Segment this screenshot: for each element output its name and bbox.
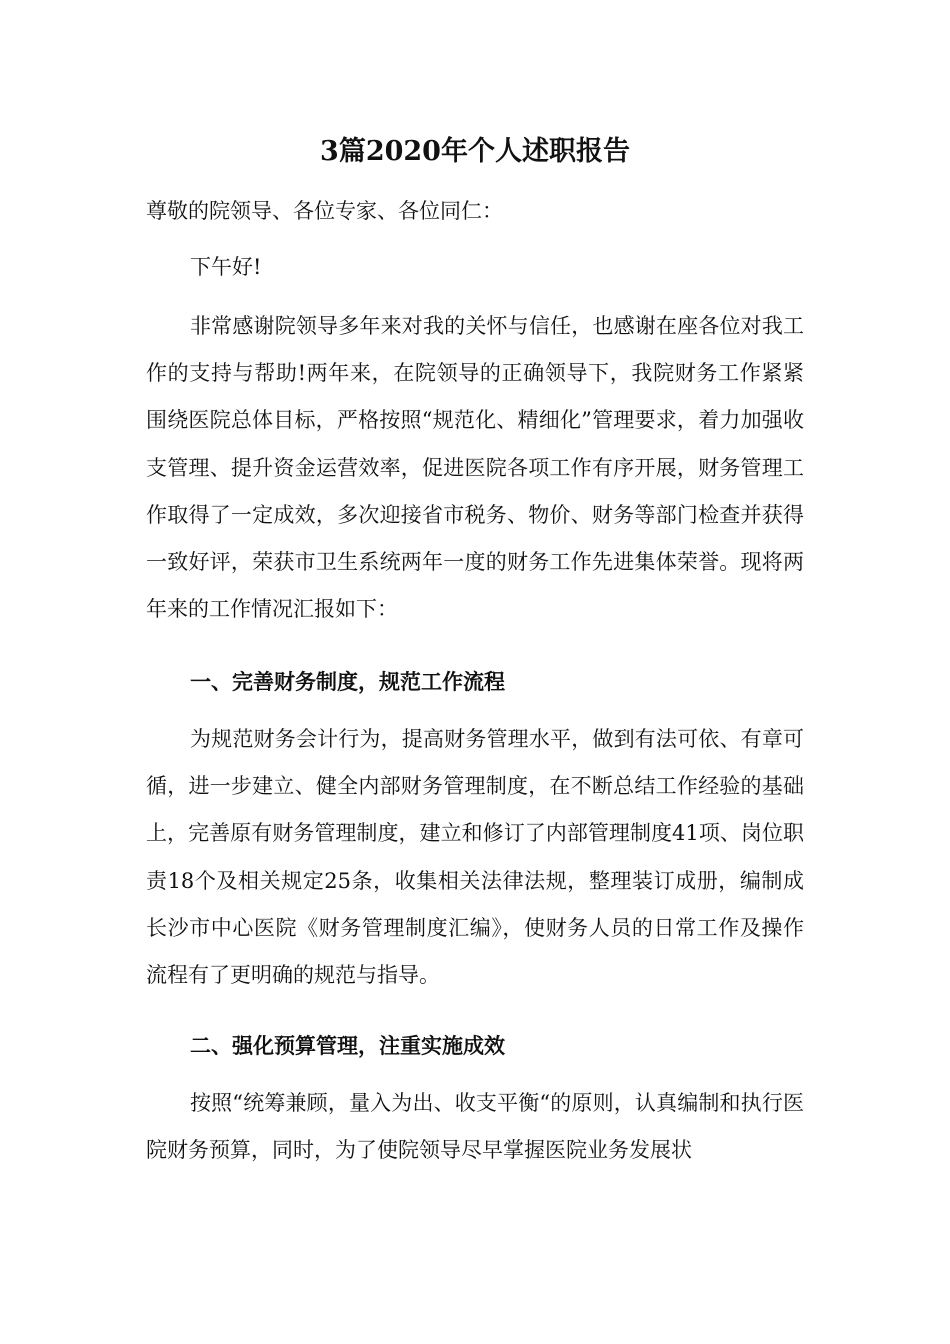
salutation-line: 下午好! [190,255,262,279]
document-title: 3篇2020年个人述职报告 [320,136,630,167]
paragraph-section-2: 按照“统筹兼顾，量入为出、收支平衡“的原则，认真编制和执行医院财务预算，同时，为了使院领导尽早掌握医院业务发展状 [146,1091,804,1163]
paragraph-intro: 非常感谢院领导多年来对我的关怀与信任，也感谢在座各位对我工作的支持与帮助!两年来，在院领导的正确领导下，我院财务工作紧紧围绕医院总体目标，严格按照“规范化、精细化”管理要求，着力加强收支管理、提升资金运营效率，促进医院各项工作有序开展，财务管理工作取得了一定成效，多次迎接省市税务、物价、财务等部门检查并获得一致好评，荣获市卫生系统两年一度的财务工作先进集体荣誉。现将两年来的工作情况汇报如下： [146,314,804,622]
section-heading-1: 一、完善财务制度，规范工作流程 [190,669,505,694]
greeting-line: 尊敬的院领导、各位专家、各位同仁： [146,199,503,223]
section-heading-2: 二、强化预算管理，注重实施成效 [190,1033,505,1058]
paragraph-section-1: 为规范财务会计行为，提高财务管理水平，做到有法可依、有章可循，进一步建立、健全内部财务管理制度，在不断总结工作经验的基础上，完善原有财务管理制度，建立和修订了内部管理制度41项、岗位职责18个及相关规定25条，收集相关法律法规，整理装订成册，编制成长沙市中心医院《财务管理制度汇编》，使财务人员的日常工作及操作流程有了更明确的规范与指导。 [146,727,804,988]
